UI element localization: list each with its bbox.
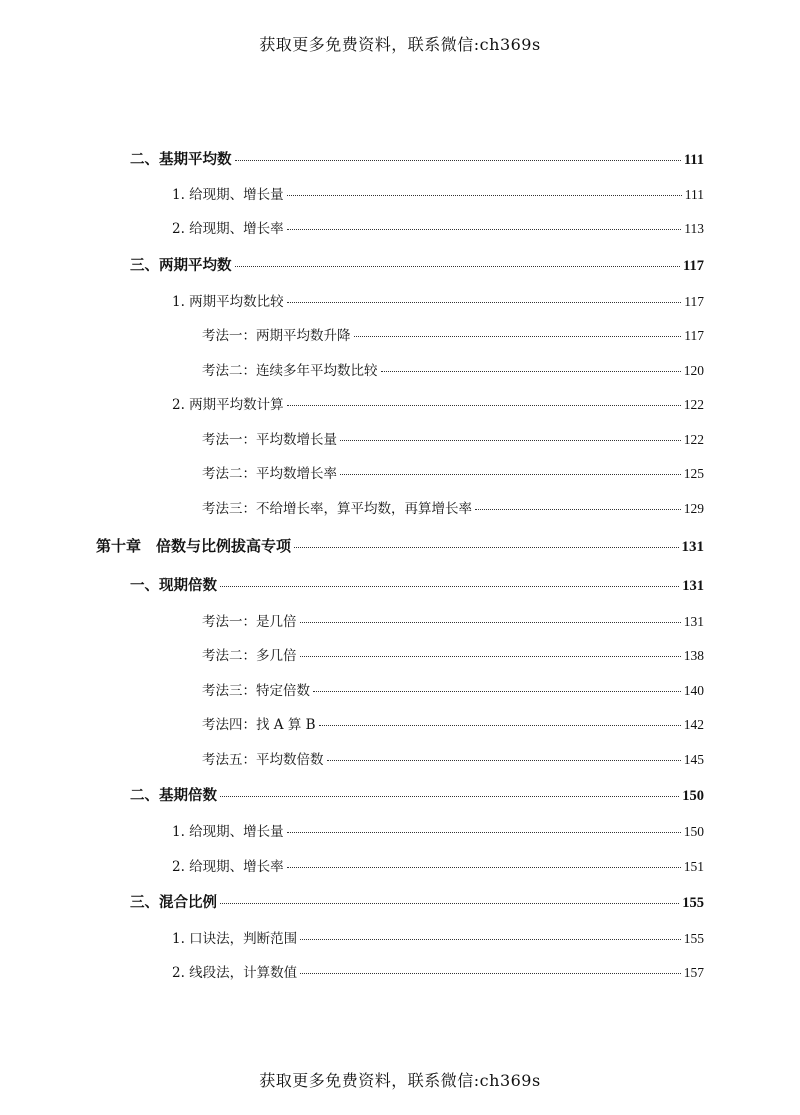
- toc-entry-subsection[interactable]: [172, 963, 704, 983]
- toc-entry-title: 三、两期平均数: [130, 257, 232, 274]
- toc-entry-title: 考法一：两期平均数升降: [202, 328, 351, 344]
- dot-leader: [220, 796, 679, 797]
- toc-entry-method[interactable]: [202, 430, 704, 450]
- dot-leader: [475, 509, 681, 510]
- toc-entry-method[interactable]: [202, 464, 704, 484]
- toc-entry-method[interactable]: [202, 612, 704, 632]
- dot-leader: [287, 867, 681, 868]
- dot-leader: [287, 229, 682, 230]
- toc-entry-method[interactable]: [202, 361, 704, 381]
- toc-entry-title: 考法二：多几倍: [202, 648, 297, 664]
- toc-entry-title: 2. 两期平均数计算: [172, 397, 284, 413]
- toc-entry-section[interactable]: [130, 256, 704, 276]
- toc-entry-title: 考法三：不给增长率，算平均数，再算增长率: [202, 501, 472, 517]
- toc-entry-title: 2. 给现期、增长率: [172, 859, 284, 875]
- toc-entry-page: 131: [682, 578, 704, 594]
- dot-leader: [220, 586, 679, 587]
- dot-leader: [220, 903, 679, 904]
- toc-entry-title: 二、基期倍数: [130, 787, 217, 804]
- toc-entry-page: 131: [683, 614, 704, 629]
- toc-entry-section[interactable]: [130, 893, 704, 913]
- toc-entry-subsection[interactable]: [172, 395, 704, 415]
- toc-entry-page: 151: [683, 859, 704, 874]
- toc-entry-page: 113: [684, 221, 704, 236]
- toc-entry-subsection[interactable]: [172, 822, 704, 842]
- toc-entry-subsection[interactable]: [172, 219, 704, 239]
- toc-entry-title: 考法四：找 A 算 B: [202, 717, 316, 733]
- toc-entry-title: 三、混合比例: [130, 894, 217, 911]
- toc-entry-page: 155: [683, 931, 704, 946]
- toc-entry-page: 129: [683, 501, 704, 516]
- dot-leader: [300, 656, 681, 657]
- toc-entry-title: 考法二：平均数增长率: [202, 466, 337, 482]
- toc-entry-method[interactable]: [202, 715, 704, 735]
- dot-leader: [235, 160, 681, 161]
- toc-entry-page: 117: [684, 328, 704, 343]
- dot-leader: [287, 405, 681, 406]
- toc-entry-page: 120: [683, 363, 704, 378]
- toc-entry-page: 155: [682, 895, 704, 911]
- dot-leader: [287, 195, 682, 196]
- toc-entry-method[interactable]: [202, 750, 704, 770]
- toc-entry-subsection[interactable]: [172, 185, 704, 205]
- toc-entry-page: 140: [683, 683, 704, 698]
- dot-leader: [354, 336, 682, 337]
- toc-entry-page: 117: [683, 258, 704, 274]
- header-banner: 获取更多免费资料，联系微信:ch369s: [259, 35, 541, 54]
- dot-leader: [300, 622, 681, 623]
- dot-leader: [340, 474, 681, 475]
- toc-entry-method[interactable]: [202, 681, 704, 701]
- toc-entry-title: 考法一：平均数增长量: [202, 432, 337, 448]
- toc-entry-title: 2. 线段法，计算数值: [172, 965, 298, 981]
- toc-entry-section[interactable]: [130, 150, 704, 170]
- toc-entry-page: 138: [683, 648, 704, 663]
- toc-entry-method[interactable]: [202, 646, 704, 666]
- toc-entry-title: 一、现期倍数: [130, 577, 217, 594]
- dot-leader: [319, 725, 681, 726]
- toc-entry-page: 111: [684, 187, 704, 202]
- dot-leader: [287, 832, 681, 833]
- toc-entry-title: 考法五：平均数倍数: [202, 752, 324, 768]
- toc-entry-title: 考法三：特定倍数: [202, 683, 310, 699]
- toc-entry-title: 考法二：连续多年平均数比较: [202, 363, 378, 379]
- footer-banner: 获取更多免费资料，联系微信:ch369s: [259, 1071, 541, 1090]
- dot-leader: [294, 547, 678, 548]
- toc-entry-title: 1. 给现期、增长量: [172, 187, 284, 203]
- toc-entry-page: 157: [683, 965, 704, 980]
- toc-entry-title: 第十章 倍数与比例拔高专项: [96, 537, 292, 555]
- toc-entry-method[interactable]: [202, 499, 704, 519]
- toc-entry-section[interactable]: [130, 576, 704, 596]
- toc-entry-page: 150: [682, 788, 704, 804]
- toc-entry-title: 1. 两期平均数比较: [172, 294, 284, 310]
- toc-entry-title: 1. 给现期、增长量: [172, 824, 284, 840]
- toc-entry-page: 122: [683, 432, 704, 447]
- toc-entry-page: 117: [684, 294, 704, 309]
- toc-entry-page: 122: [683, 397, 704, 412]
- toc-entry-page: 131: [681, 539, 704, 555]
- toc-entry-title: 二、基期平均数: [130, 151, 232, 168]
- toc-entry-title: 考法一：是几倍: [202, 614, 297, 630]
- dot-leader: [340, 440, 681, 441]
- toc-entry-subsection[interactable]: [172, 857, 704, 877]
- toc-entry-page: 125: [683, 466, 704, 481]
- dot-leader: [235, 266, 681, 267]
- toc-entry-method[interactable]: [202, 326, 704, 346]
- toc-entry-chapter[interactable]: [96, 536, 704, 556]
- toc-entry-subsection[interactable]: [172, 929, 704, 949]
- toc-entry-title: 1. 口诀法，判断范围: [172, 931, 298, 947]
- toc-entry-page: 145: [683, 752, 704, 767]
- dot-leader: [381, 371, 681, 372]
- toc-entry-title: 2. 给现期、增长率: [172, 221, 284, 237]
- dot-leader: [300, 973, 681, 974]
- dot-leader: [287, 302, 682, 303]
- toc-entry-section[interactable]: [130, 786, 704, 806]
- dot-leader: [327, 760, 681, 761]
- toc-entry-page: 142: [683, 717, 704, 732]
- toc-entry-page: 150: [683, 824, 704, 839]
- toc-entry-subsection[interactable]: [172, 292, 704, 312]
- dot-leader: [313, 691, 681, 692]
- dot-leader: [300, 939, 681, 940]
- toc-entry-page: 111: [683, 152, 704, 168]
